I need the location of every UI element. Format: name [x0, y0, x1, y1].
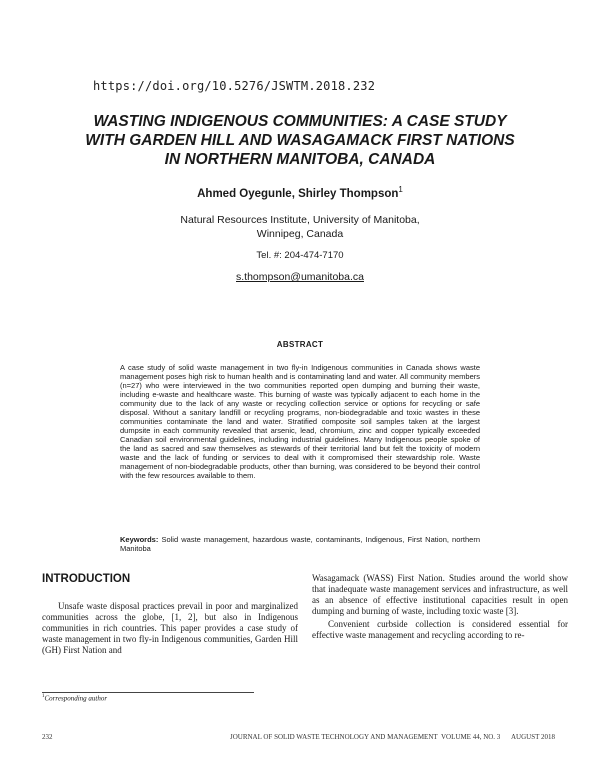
- paper-title: [60, 112, 540, 169]
- title-line: WITH GARDEN HILL AND WASAGAMACK FIRST NATIONS: [85, 132, 515, 149]
- footnote: [42, 694, 107, 702]
- abstract-text: A case study of solid waste management in two fly-in Indigenous communities in Canada shows waste management poses high risk to human health and is contaminating land and water. All community members (n=27) who were interviewed in the two communities reported open dumping and burning their waste, including e-waste and healthcare waste. This burning of waste was typically adjacent to each home in the community due to the lack of any waste or recycling collection service or options for recycling or safe disposal. Without a sanitary landfill or recycling programs, non-biodegradable and toxic wastes in these communities contaminate the land and water. Stratified composite soil samples taken at the largest dumpsite in each community revealed that arsenic, lead, chromium, zinc and copper typically exceeded Canadian soil environmental guidelines, including industrial guidelines. Many Indigenous people spoke of the land as sacred and saw themselves as stewards of their territorial land but felt the toxicity of modern waste and the lack of funding or services to deal with it compromised their stewardship role. Waste management of non-biodegradable products, other than burning, was considered to be beyond their control with the few resources available to them.: [120, 363, 480, 480]
- keywords-text: Solid waste management, hazardous waste, contaminants, Indigenous, First Nation, northern Manitoba: [120, 535, 480, 553]
- abstract-heading: ABSTRACT: [276, 340, 324, 349]
- title-line: WASTING INDIGENOUS COMMUNITIES: A CASE STUDY: [93, 113, 507, 130]
- keywords-label: Keywords:: [120, 535, 159, 544]
- author-list: [60, 185, 540, 200]
- footnote-mark: 1: [42, 694, 45, 699]
- body-paragraph: Wasagamack (WASS) First Nation. Studies around the world show that inadequate waste management services and infrastructure, as well as an absence of effective institutional capacities result in open dumping and burning of waste, including toxic waste [3].: [312, 573, 568, 616]
- volume-issue: VOLUME 44, NO. 3: [441, 733, 501, 741]
- email-container: [60, 271, 540, 283]
- issue-date: AUGUST 2018: [511, 733, 556, 741]
- journal-name: JOURNAL OF SOLID WASTE TECHNOLOGY AND MANAGEMENT: [230, 733, 438, 741]
- body-paragraph: Convenient curbside collection is considered essential for effective waste management and recycling according to re-: [312, 619, 568, 640]
- affiliation-line: Winnipeg, Canada: [256, 228, 344, 240]
- body-paragraph: Unsafe waste disposal practices prevail in poor and marginalized communities across the globe, [1, 2], but also in Indigenous communities in rich countries. This paper provides a case study of waste management in two fly-in Indigenous communities, Garden Hill (GH) First Nation and: [42, 601, 298, 655]
- page-number: 232: [42, 733, 53, 741]
- footnote-rule: [42, 692, 254, 693]
- column-right: [312, 573, 568, 641]
- affiliation-line: Natural Resources Institute, University of Manitoba,: [180, 214, 420, 226]
- column-left: [42, 601, 298, 656]
- title-line: IN NORTHERN MANITOBA, CANADA: [164, 151, 436, 168]
- section-heading-introduction: INTRODUCTION: [42, 573, 131, 585]
- affiliation: [60, 213, 540, 241]
- doi-link[interactable]: https://doi.org/10.5276/JSWTM.2018.232: [93, 79, 376, 93]
- author-names: Ahmed Oyegunle, Shirley Thompson: [197, 187, 399, 200]
- email-link[interactable]: s.thompson@umanitoba.ca: [236, 271, 364, 283]
- telephone: Tel. #: 204-474-7170: [256, 250, 344, 261]
- corresponding-author-mark: 1: [398, 185, 403, 194]
- keywords: [120, 535, 480, 553]
- footnote-text: Corresponding author: [44, 694, 108, 703]
